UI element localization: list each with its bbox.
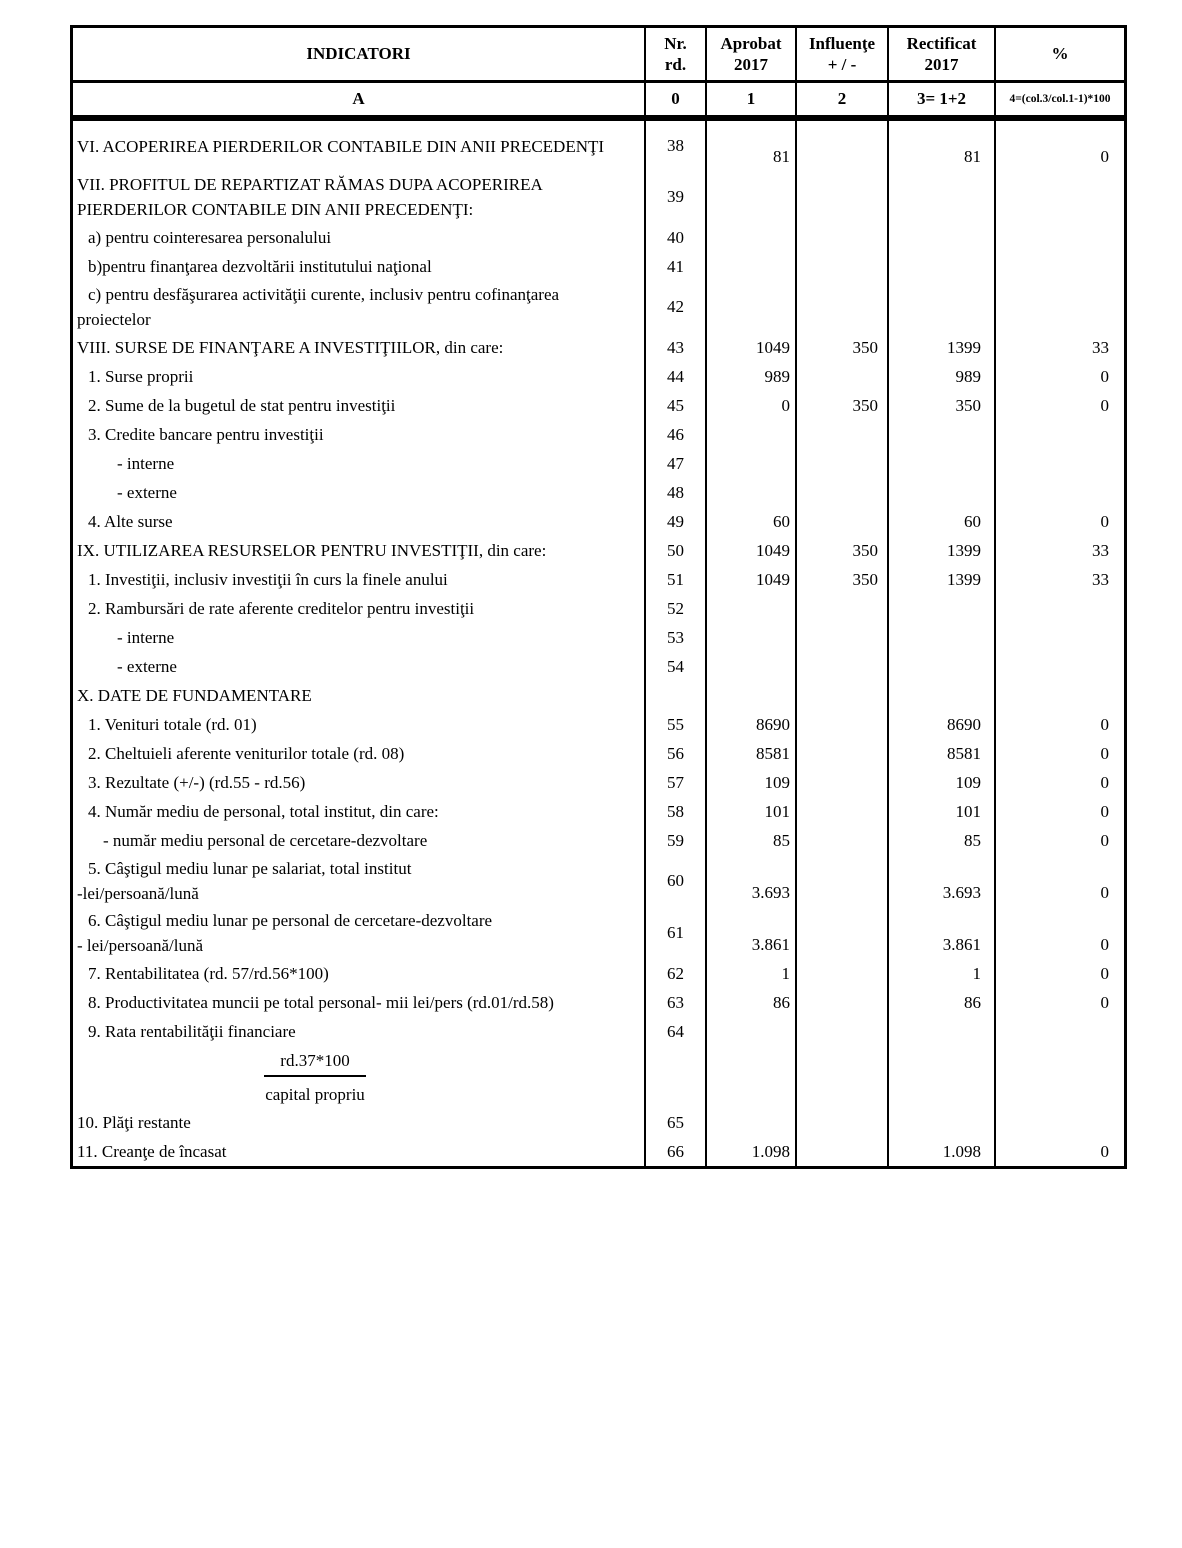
row-number-cell — [644, 681, 705, 710]
percent-cell — [994, 449, 1124, 478]
indicator-label: - interne — [117, 628, 175, 647]
indicator-label: a) pentru cointeresarea personalului — [88, 228, 332, 247]
table-row — [73, 1137, 1124, 1166]
percent-label: % — [1051, 44, 1069, 64]
indicator-cell — [73, 1108, 644, 1137]
subheader-row — [73, 83, 1124, 118]
table-row — [73, 333, 1124, 362]
indicator-label: 3. Credite bancare pentru investiţii — [88, 425, 324, 444]
percent-cell — [994, 1108, 1124, 1137]
aprobat-cell — [705, 478, 795, 507]
aprobat-cell: 60 — [705, 507, 795, 536]
influente-line2: + / - — [827, 55, 857, 74]
indicator-cell — [73, 1137, 644, 1166]
percent-cell: 0 — [994, 988, 1124, 1017]
indicator-cell — [73, 536, 644, 565]
row-number-cell: 49 — [644, 507, 705, 536]
indicator-label: VI. ACOPERIREA PIERDERILOR CONTABILE DIN ANII PRECEDENŢI — [77, 136, 605, 156]
aprobat-cell — [705, 681, 795, 710]
row-number-cell: 58 — [644, 797, 705, 826]
rectificat-cell — [887, 652, 994, 681]
rectificat-cell — [887, 223, 994, 252]
aprobat-cell: 0 — [705, 391, 795, 420]
aprobat-cell: 1 — [705, 959, 795, 988]
row-number-cell — [644, 1046, 705, 1108]
rectificat-cell: 85 — [887, 826, 994, 855]
table-row — [73, 739, 1124, 768]
rectificat-cell — [887, 252, 994, 281]
indicator-cell — [73, 739, 644, 768]
rectificat-cell: 1399 — [887, 565, 994, 594]
row-number-cell: 57 — [644, 768, 705, 797]
influente-cell — [795, 768, 887, 797]
aprobat-cell — [705, 449, 795, 478]
subheader-3: 3= 1+2 — [887, 83, 994, 115]
indicator-cell — [73, 1046, 644, 1108]
percent-cell: 33 — [994, 565, 1124, 594]
influente-cell — [795, 1108, 887, 1137]
aprobat-cell — [705, 1046, 795, 1108]
aprobat-cell: 85 — [705, 826, 795, 855]
indicator-label: - număr mediu personal de cercetare-dezvoltare — [103, 831, 428, 850]
indicator-cell — [73, 171, 644, 223]
percent-cell: 0 — [994, 391, 1124, 420]
table-row — [73, 594, 1124, 623]
indicator-label: 4. Alte surse — [88, 512, 173, 531]
indicator-label-line2: - lei/persoană/lună — [77, 936, 204, 955]
subheader-2: 2 — [795, 83, 887, 115]
table-row — [73, 797, 1124, 826]
aprobat-cell: 1049 — [705, 565, 795, 594]
col-header-indicatori — [73, 28, 644, 80]
aprobat-cell — [705, 652, 795, 681]
percent-cell — [994, 594, 1124, 623]
rectificat-cell: 8581 — [887, 739, 994, 768]
budget-rectification-table — [70, 25, 1127, 1169]
aprobat-cell: 3.861 — [705, 907, 795, 959]
indicator-label: - externe — [117, 657, 177, 676]
row-number-cell: 56 — [644, 739, 705, 768]
row-number-cell: 46 — [644, 420, 705, 449]
row-number-cell: 66 — [644, 1137, 705, 1166]
indicator-cell — [73, 478, 644, 507]
table-row — [73, 507, 1124, 536]
influente-cell — [795, 855, 887, 907]
rectificat-cell: 1 — [887, 959, 994, 988]
table-body — [70, 118, 1127, 1169]
indicator-label: 1. Venituri totale (rd. 01) — [88, 715, 257, 734]
table-row — [73, 171, 1124, 223]
indicator-label: 9. Rata rentabilităţii financiare — [88, 1022, 296, 1041]
col-header-percent — [994, 28, 1124, 80]
row-number-cell: 61 — [644, 907, 705, 959]
influente-line1: Influenţe — [808, 33, 876, 53]
indicator-cell — [73, 594, 644, 623]
row-number-cell: 38 — [644, 121, 705, 171]
rectificat-cell: 101 — [887, 797, 994, 826]
percent-cell — [994, 223, 1124, 252]
row-number-cell: 64 — [644, 1017, 705, 1046]
influente-cell: 350 — [795, 391, 887, 420]
indicator-label-line2: proiectelor — [77, 310, 151, 329]
indicator-label: 3. Rezultate (+/-) (rd.55 - rd.56) — [88, 773, 306, 792]
indicator-label: 4. Număr mediu de personal, total institut, din care: — [88, 802, 439, 821]
indicator-label: 2. Cheltuieli aferente veniturilor totale (rd. 08) — [88, 744, 405, 763]
row-number-cell: 50 — [644, 536, 705, 565]
indicator-cell — [73, 1017, 644, 1046]
table-row — [73, 121, 1124, 171]
table-row — [73, 959, 1124, 988]
row-number-cell: 62 — [644, 959, 705, 988]
indicator-label: - interne — [117, 454, 175, 473]
rectificat-cell: 3.861 — [887, 907, 994, 959]
aprobat-cell: 101 — [705, 797, 795, 826]
rectificat-cell — [887, 623, 994, 652]
aprobat-cell: 8581 — [705, 739, 795, 768]
table-row — [73, 826, 1124, 855]
indicator-cell — [73, 959, 644, 988]
row-number-cell: 54 — [644, 652, 705, 681]
rectificat-cell — [887, 171, 994, 223]
subheader-1: 1 — [705, 83, 795, 115]
rectificat-cell — [887, 478, 994, 507]
indicator-label: X. DATE DE FUNDAMENTARE — [77, 686, 312, 705]
percent-cell — [994, 420, 1124, 449]
indicator-label: VIII. SURSE DE FINANŢARE A INVESTIŢIILOR, din care: — [77, 338, 504, 357]
percent-cell: 0 — [994, 768, 1124, 797]
table-row — [73, 1017, 1124, 1046]
rectificat-cell — [887, 449, 994, 478]
row-number-cell: 43 — [644, 333, 705, 362]
indicator-label: 7. Rentabilitatea (rd. 57/rd.56*100) — [88, 964, 329, 983]
indicator-label: 1. Investiţii, inclusiv investiţii în curs la finele anului — [88, 570, 448, 589]
indicator-cell — [73, 252, 644, 281]
indicator-label: c) pentru desfăşurarea activităţii curente, inclusiv pentru cofinanţarea — [88, 285, 560, 304]
indicator-label: VII. PROFITUL DE REPARTIZAT RĂMAS DUPA ACOPERIREA — [77, 175, 543, 194]
influente-cell — [795, 710, 887, 739]
influente-cell — [795, 739, 887, 768]
table-row — [73, 623, 1124, 652]
percent-cell: 0 — [994, 507, 1124, 536]
aprobat-cell — [705, 252, 795, 281]
aprobat-cell: 109 — [705, 768, 795, 797]
row-number-cell: 48 — [644, 478, 705, 507]
indicator-cell — [73, 362, 644, 391]
table-row — [73, 391, 1124, 420]
rectificat-cell: 86 — [887, 988, 994, 1017]
percent-cell — [994, 171, 1124, 223]
influente-cell — [795, 1137, 887, 1166]
row-number-cell: 40 — [644, 223, 705, 252]
aprobat-cell: 8690 — [705, 710, 795, 739]
rectificat-cell: 3.693 — [887, 855, 994, 907]
aprobat-cell — [705, 623, 795, 652]
percent-cell — [994, 281, 1124, 333]
influente-cell — [795, 420, 887, 449]
rectificat-cell — [887, 594, 994, 623]
indicator-label: 1. Surse proprii — [88, 367, 194, 386]
influente-cell — [795, 252, 887, 281]
rectificat-line1: Rectificat — [906, 33, 977, 53]
header-row — [73, 28, 1124, 83]
row-number-cell: 55 — [644, 710, 705, 739]
subheader-a: A — [352, 89, 365, 109]
fraction-numerator: rd.37*100 — [264, 1048, 365, 1077]
percent-cell: 0 — [994, 797, 1124, 826]
indicator-label-line2: PIERDERILOR CONTABILE DIN ANII PRECEDENŢI: — [77, 200, 474, 219]
rectificat-cell: 989 — [887, 362, 994, 391]
aprobat-cell — [705, 1108, 795, 1137]
indicator-cell — [73, 826, 644, 855]
subheader-0: 0 — [644, 83, 705, 115]
rectificat-cell — [887, 1046, 994, 1108]
row-number-cell: 59 — [644, 826, 705, 855]
rectificat-cell: 1.098 — [887, 1137, 994, 1166]
indicator-cell — [73, 988, 644, 1017]
row-number-cell: 65 — [644, 1108, 705, 1137]
indicator-cell — [73, 623, 644, 652]
rectificat-cell: 1399 — [887, 333, 994, 362]
aprobat-cell: 1.098 — [705, 1137, 795, 1166]
table-header — [70, 25, 1127, 118]
table-row — [73, 710, 1124, 739]
table-row — [73, 988, 1124, 1017]
percent-cell — [994, 681, 1124, 710]
percent-cell — [994, 623, 1124, 652]
influente-cell — [795, 223, 887, 252]
indicator-cell — [73, 121, 644, 171]
rectificat-cell: 81 — [887, 121, 994, 171]
percent-cell — [994, 1017, 1124, 1046]
percent-cell: 0 — [994, 362, 1124, 391]
influente-cell — [795, 171, 887, 223]
rectificat-cell — [887, 681, 994, 710]
indicator-label: IX. UTILIZAREA RESURSELOR PENTRU INVESTIŢII, din care: — [77, 541, 547, 560]
ratio-formula — [75, 1048, 555, 1107]
table-row — [73, 536, 1124, 565]
indicator-label: 2. Rambursări de rate aferente creditelor pentru investiţii — [88, 599, 475, 618]
table-row — [73, 449, 1124, 478]
aprobat-cell — [705, 1017, 795, 1046]
rectificat-cell — [887, 1017, 994, 1046]
indicator-label: 8. Productivitatea muncii pe total personal- mii lei/pers (rd.01/rd.58) — [88, 993, 554, 1012]
row-number-cell: 53 — [644, 623, 705, 652]
percent-cell: 0 — [994, 959, 1124, 988]
percent-cell: 0 — [994, 121, 1124, 171]
row-number-cell: 44 — [644, 362, 705, 391]
table-row — [73, 681, 1124, 710]
aprobat-cell — [705, 420, 795, 449]
influente-cell — [795, 449, 887, 478]
percent-cell — [994, 252, 1124, 281]
aprobat-cell — [705, 223, 795, 252]
percent-cell: 33 — [994, 536, 1124, 565]
row-number-cell: 63 — [644, 988, 705, 1017]
rectificat-cell — [887, 420, 994, 449]
indicator-cell — [73, 681, 644, 710]
row-number-cell: 51 — [644, 565, 705, 594]
indicator-label: 2. Sume de la bugetul de stat pentru investiţii — [88, 396, 396, 415]
table-row — [73, 252, 1124, 281]
influente-cell — [795, 988, 887, 1017]
influente-cell — [795, 507, 887, 536]
rectificat-cell — [887, 281, 994, 333]
indicator-label: 5. Câştigul mediu lunar pe salariat, total institut — [88, 859, 412, 878]
influente-cell — [795, 1017, 887, 1046]
table-row — [73, 652, 1124, 681]
rectificat-cell: 350 — [887, 391, 994, 420]
aprobat-cell: 1049 — [705, 536, 795, 565]
indicator-cell — [73, 768, 644, 797]
aprobat-cell: 1049 — [705, 333, 795, 362]
nr-line1: Nr. — [664, 33, 687, 53]
formula-row — [73, 1046, 1124, 1108]
row-number-cell: 47 — [644, 449, 705, 478]
fraction-denominator: capital propriu — [265, 1084, 365, 1104]
row-number-cell: 52 — [644, 594, 705, 623]
indicator-cell — [73, 333, 644, 362]
influente-cell — [795, 1046, 887, 1108]
indicator-cell — [73, 449, 644, 478]
rectificat-cell: 109 — [887, 768, 994, 797]
table-row — [73, 478, 1124, 507]
aprobat-cell: 86 — [705, 988, 795, 1017]
table-row — [73, 420, 1124, 449]
col-header-nr-rd — [644, 28, 705, 80]
col-header-rectificat — [887, 28, 994, 80]
aprobat-line2: 2017 — [734, 55, 768, 74]
table-row — [73, 281, 1124, 333]
rectificat-cell: 1399 — [887, 536, 994, 565]
aprobat-cell — [705, 594, 795, 623]
indicator-cell — [73, 855, 644, 907]
indicator-cell — [73, 507, 644, 536]
influente-cell — [795, 797, 887, 826]
percent-cell: 0 — [994, 855, 1124, 907]
rectificat-line2: 2017 — [924, 55, 959, 74]
table-row — [73, 565, 1124, 594]
indicator-cell — [73, 565, 644, 594]
indicator-cell — [73, 907, 644, 959]
aprobat-line1: Aprobat — [720, 33, 782, 53]
indicator-cell — [73, 281, 644, 333]
nr-line2: rd. — [664, 55, 687, 74]
aprobat-cell: 989 — [705, 362, 795, 391]
influente-cell: 350 — [795, 565, 887, 594]
rectificat-cell — [887, 1108, 994, 1137]
indicator-cell — [73, 652, 644, 681]
aprobat-cell: 3.693 — [705, 855, 795, 907]
col-header-influente — [795, 28, 887, 80]
table-row — [73, 768, 1124, 797]
col-header-aprobat — [705, 28, 795, 80]
row-number-cell: 41 — [644, 252, 705, 281]
subheader-4-formula: 4=(col.3/col.1-1)*100 — [994, 83, 1124, 115]
percent-cell: 0 — [994, 710, 1124, 739]
table-row — [73, 1108, 1124, 1137]
indicator-cell — [73, 420, 644, 449]
percent-cell: 0 — [994, 826, 1124, 855]
percent-cell — [994, 478, 1124, 507]
indicator-cell — [73, 391, 644, 420]
influente-cell — [795, 652, 887, 681]
influente-cell — [795, 826, 887, 855]
influente-cell — [795, 478, 887, 507]
row-number-cell: 42 — [644, 281, 705, 333]
table-row — [73, 223, 1124, 252]
percent-cell — [994, 652, 1124, 681]
indicator-cell — [73, 710, 644, 739]
influente-cell — [795, 681, 887, 710]
aprobat-cell — [705, 281, 795, 333]
indicator-label: b)pentru finanţarea dezvoltării institutului naţional — [88, 257, 432, 276]
influente-cell — [795, 281, 887, 333]
rectificat-cell: 8690 — [887, 710, 994, 739]
influente-cell — [795, 907, 887, 959]
indicator-label: 10. Plăţi restante — [77, 1113, 191, 1132]
indicator-label: 11. Creanţe de încasat — [77, 1142, 227, 1161]
percent-cell: 0 — [994, 907, 1124, 959]
influente-cell: 350 — [795, 333, 887, 362]
indicator-label-line2: -lei/persoană/lună — [77, 884, 199, 903]
percent-cell: 33 — [994, 333, 1124, 362]
table-row — [73, 907, 1124, 959]
row-number-cell: 60 — [644, 855, 705, 907]
indicator-cell — [73, 223, 644, 252]
col-header-indicatori-label: INDICATORI — [306, 44, 411, 64]
rectificat-cell: 60 — [887, 507, 994, 536]
table-row — [73, 855, 1124, 907]
percent-cell — [994, 1046, 1124, 1108]
row-number-cell: 45 — [644, 391, 705, 420]
percent-cell: 0 — [994, 1137, 1124, 1166]
influente-cell — [795, 121, 887, 171]
row-number-cell: 39 — [644, 171, 705, 223]
influente-cell — [795, 623, 887, 652]
table-row — [73, 362, 1124, 391]
aprobat-cell: 81 — [705, 121, 795, 171]
influente-cell: 350 — [795, 536, 887, 565]
influente-cell — [795, 362, 887, 391]
aprobat-cell — [705, 171, 795, 223]
indicator-label: - externe — [117, 483, 177, 502]
percent-cell: 0 — [994, 739, 1124, 768]
influente-cell — [795, 959, 887, 988]
indicator-cell — [73, 797, 644, 826]
influente-cell — [795, 594, 887, 623]
indicator-label: 6. Câştigul mediu lunar pe personal de cercetare-dezvoltare — [88, 911, 493, 930]
